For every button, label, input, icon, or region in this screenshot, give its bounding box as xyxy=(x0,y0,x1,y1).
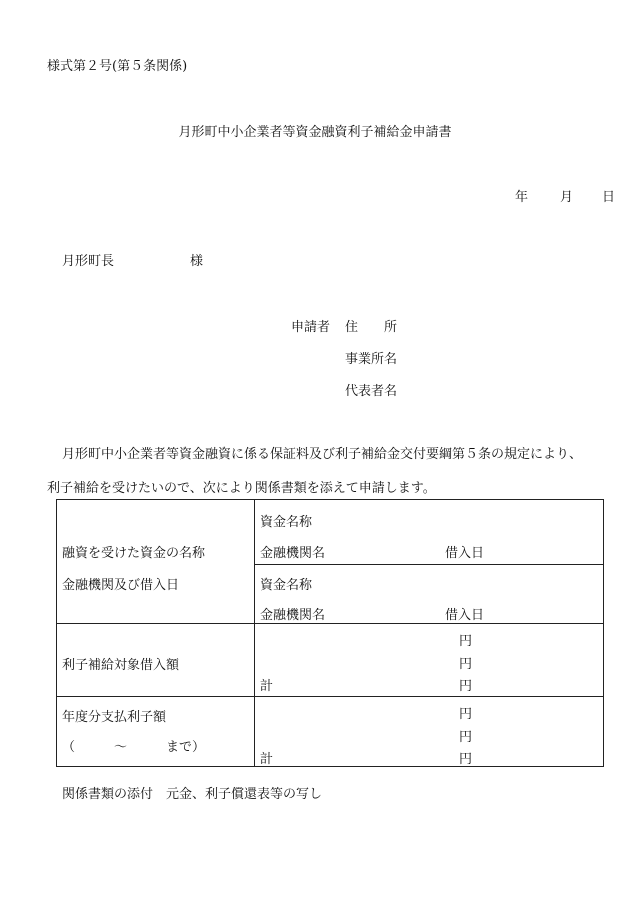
total-label: 計 xyxy=(260,752,274,767)
applicant-office-label: 事業所名 xyxy=(345,352,398,367)
date-year: 年 xyxy=(515,190,529,205)
fund-name-label: 資金名称 xyxy=(260,515,313,530)
bank-name-label: 金融機関名 xyxy=(260,608,326,623)
date-month: 月 xyxy=(560,190,574,205)
fund-label-line-1: 融資を受けた資金の名称 xyxy=(62,546,206,561)
borrow-date-label: 借入日 xyxy=(445,546,485,561)
loan-amount-label: 利子補給対象借入額 xyxy=(62,658,180,673)
yen-unit: 円 xyxy=(459,707,473,722)
total-label: 計 xyxy=(260,679,274,694)
interest-period-label: （ ～ まで） xyxy=(62,740,206,755)
yen-unit: 円 xyxy=(459,657,473,672)
applicant-label: 申請者 xyxy=(291,320,331,335)
addressee-name: 月形町長 xyxy=(62,254,115,269)
yen-unit: 円 xyxy=(459,752,473,767)
interest-paid-label: 年度分支払利子額 xyxy=(62,710,167,725)
application-table xyxy=(56,499,604,767)
fund-label-line-2: 金融機関及び借入日 xyxy=(62,578,180,593)
addressee-honorific: 様 xyxy=(190,254,204,269)
fund-name-label: 資金名称 xyxy=(260,578,313,593)
applicant-representative-label: 代表者名 xyxy=(345,384,398,399)
document-title: 月形町中小企業者等資金融資利子補給金申請書 xyxy=(178,125,452,140)
applicant-address-label: 住 所 xyxy=(345,320,398,335)
borrow-date-label: 借入日 xyxy=(445,608,485,623)
body-text-line-2: 利子補給を受けたいので、次により関係書類を添えて申請します。 xyxy=(47,481,436,496)
bank-name-label: 金融機関名 xyxy=(260,546,326,561)
date-day: 日 xyxy=(602,190,616,205)
yen-unit: 円 xyxy=(459,679,473,694)
attachment-note: 関係書類の添付 元金、利子償還表等の写し xyxy=(62,787,323,802)
form-number: 様式第２号(第５条関係) xyxy=(47,59,188,74)
yen-unit: 円 xyxy=(459,730,473,745)
yen-unit: 円 xyxy=(459,634,473,649)
body-text-line-1: 月形町中小企業者等資金融資に係る保証料及び利子補給金交付要綱第５条の規定により、 xyxy=(62,447,583,462)
